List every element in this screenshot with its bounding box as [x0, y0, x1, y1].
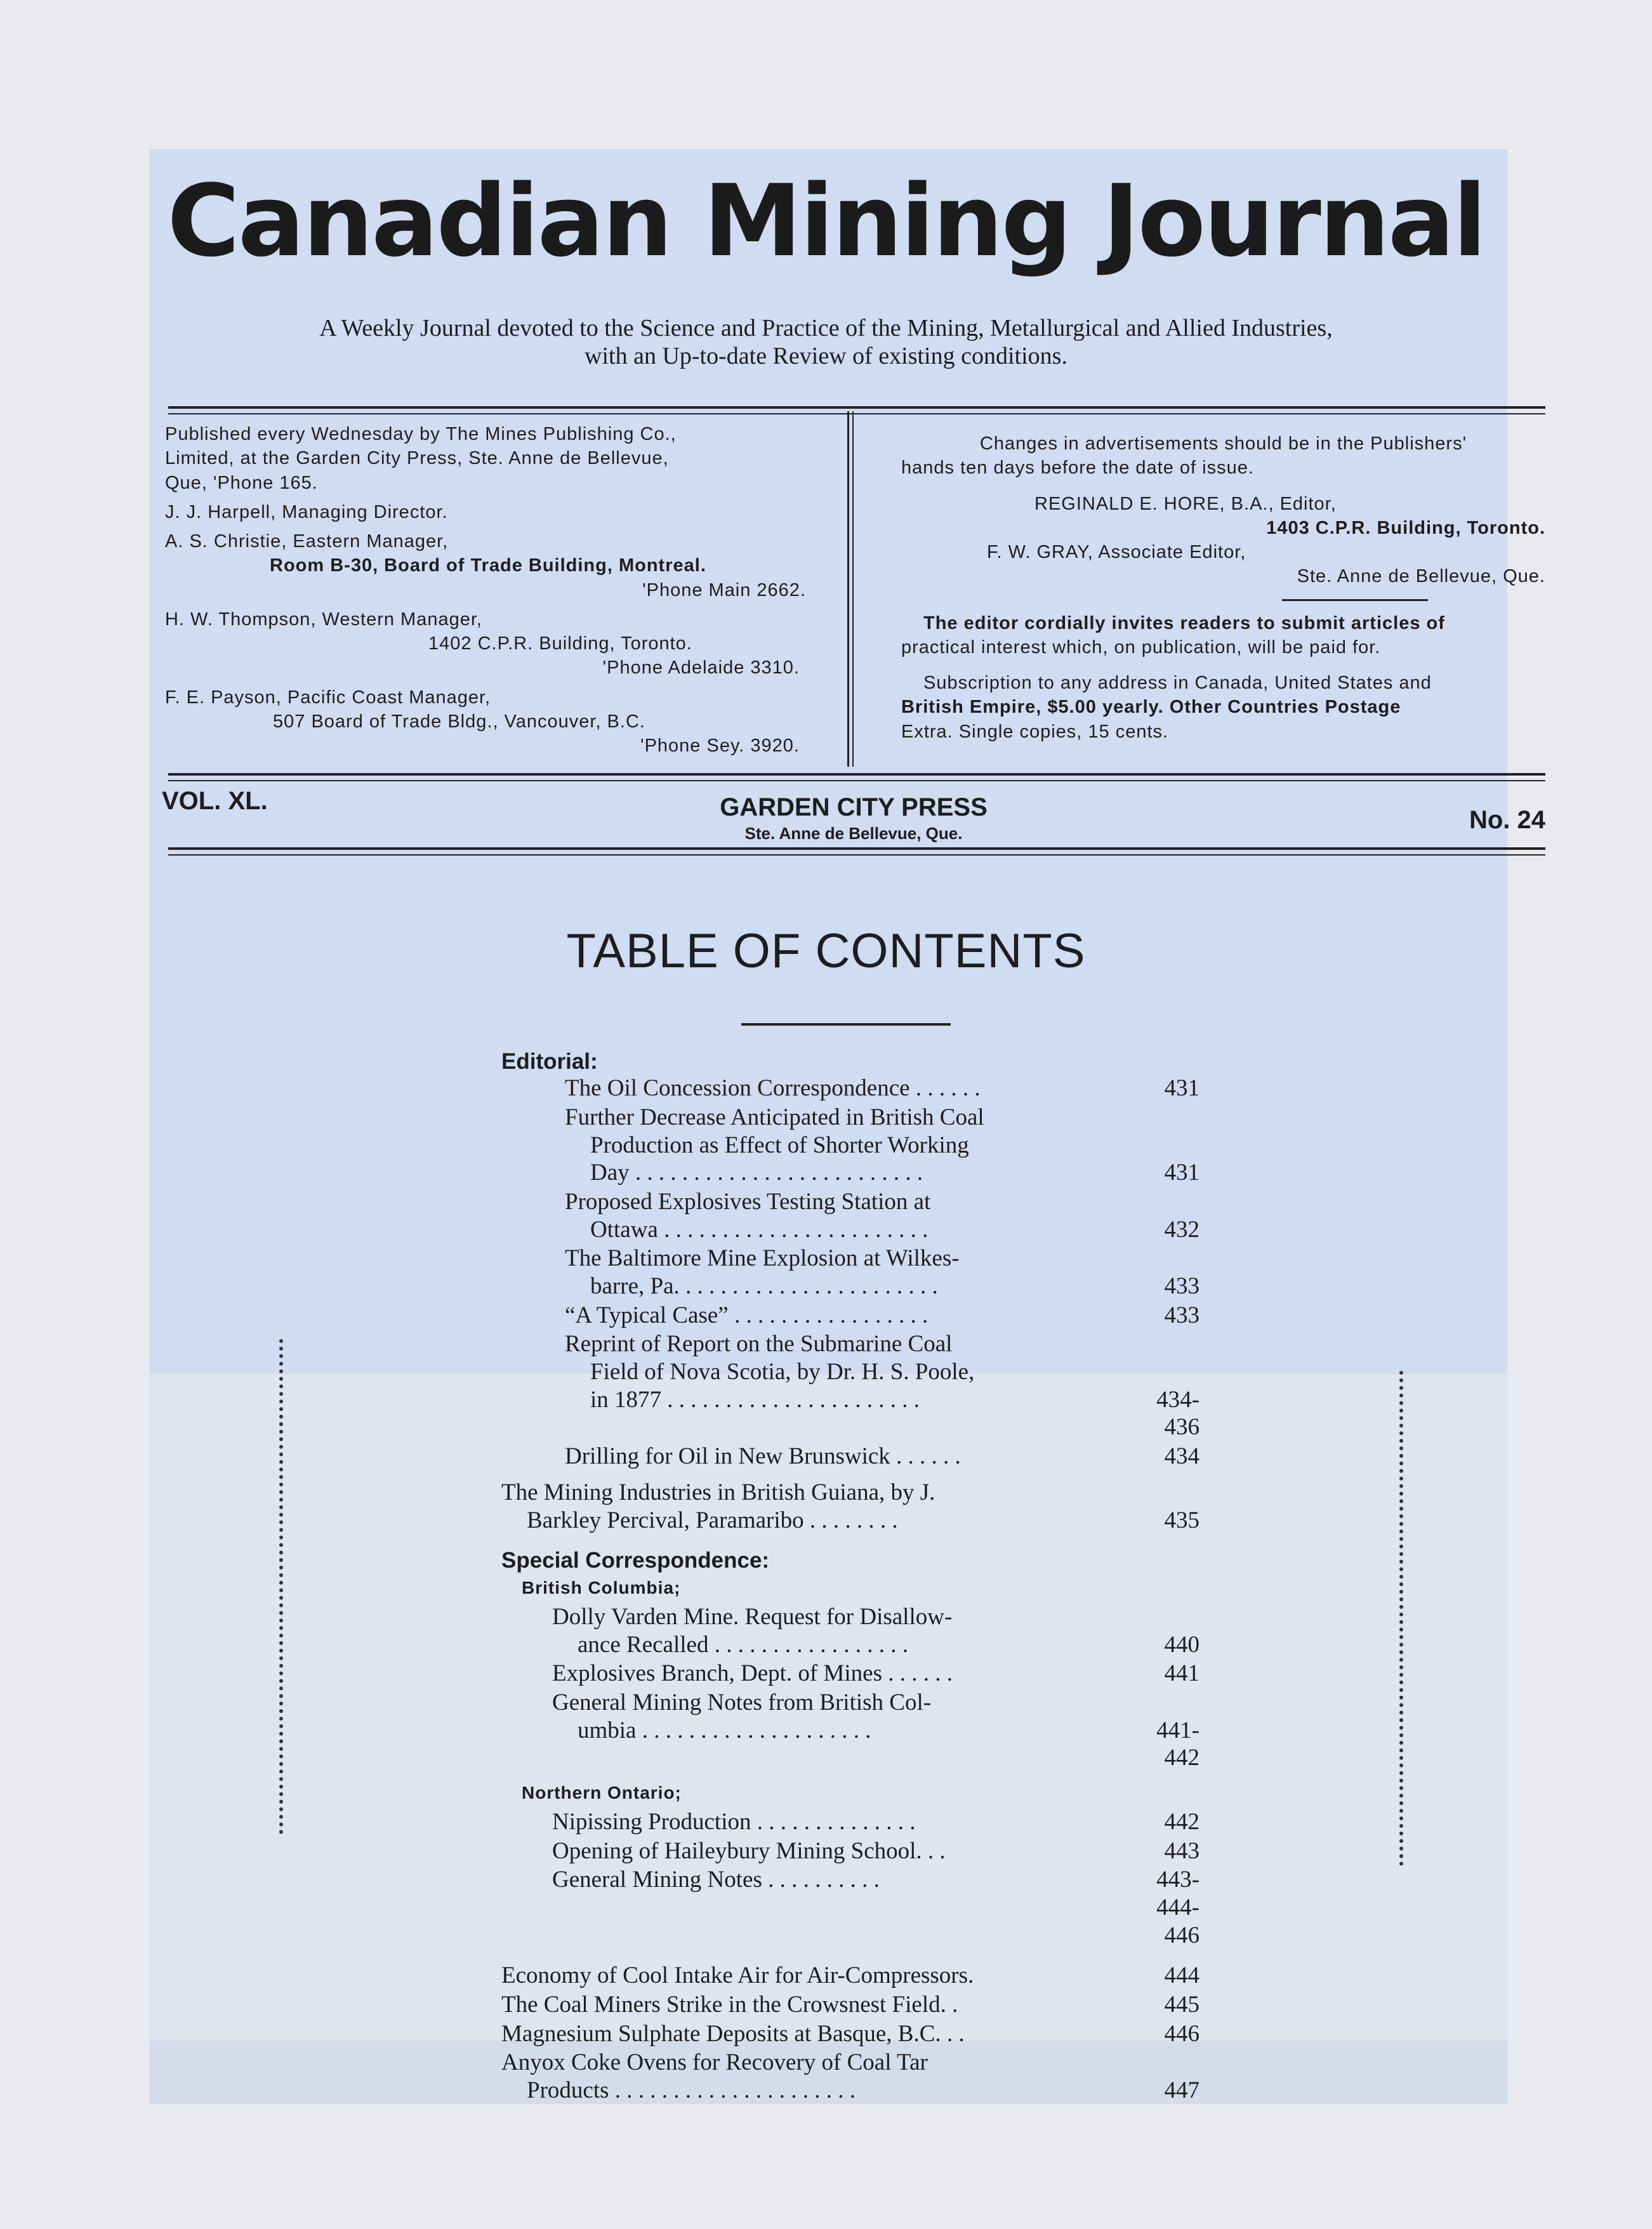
toc-entry [565, 1188, 1199, 1243]
masthead [0, 163, 1652, 370]
toc-entry-line [501, 2077, 1199, 2105]
toc-entry-line [501, 1479, 1199, 1507]
toc-entry [501, 1991, 1199, 2019]
double-rule-top [168, 406, 1545, 414]
double-rule-bottom [168, 847, 1545, 856]
info-line: 507 Board of Trade Bldg., Vancouver, B.C. [273, 711, 645, 732]
section-label-special: Special Correspondence: [501, 1547, 770, 1573]
toc-entry-text: The Coal Miners Strike in the Crowsnest Field. . [501, 1992, 958, 2018]
toc-entry-text: Dolly Varden Mine. Request for Disallow- [552, 1604, 953, 1630]
subtitle-line: A Weekly Journal devoted to the Science and Practice of the Mining, Metallurgical and Allied Industries, [319, 315, 1333, 341]
toc-entry-line [501, 1962, 1199, 1990]
info-line: Subscription to any address in Canada, United States and [923, 673, 1432, 694]
journal-subtitle [0, 315, 1652, 370]
toc-entry-line [552, 1689, 1199, 1717]
toc-entry-line [501, 2049, 1199, 2077]
dotted-rule-left [279, 1339, 283, 1834]
toc-entry-line [552, 1631, 1199, 1659]
toc-entry [501, 2049, 1199, 2104]
info-line: hands ten days before the date of issue. [901, 458, 1254, 479]
toc-entry [501, 1479, 1199, 1534]
press-location: Ste. Anne de Bellevue, Que. [744, 824, 963, 843]
toc-entry [565, 1104, 1199, 1187]
toc-page-number: 433 [1164, 1302, 1199, 1328]
toc-page-number: 446 [1164, 2020, 1199, 2047]
toc-entry-text: Magnesium Sulphate Deposits at Basque, B.C. . . [501, 2020, 965, 2047]
bc-entries [552, 1603, 1199, 1772]
subsection-label-northern-ontario: Northern Ontario; [522, 1783, 682, 1803]
toc-entry-text: barre, Pa. . . . . . . . . . . . . . . . . . . . . . . [590, 1273, 938, 1299]
toc-entry-line [565, 1386, 1199, 1441]
toc-entry-text: Anyox Coke Ovens for Recovery of Coal Tar [501, 2049, 928, 2076]
toc-entry-text: The Mining Industries in British Guiana, by J. [501, 1479, 935, 1506]
toc-entry-line [565, 1104, 1199, 1132]
journal-title: Canadian Mining Journal [167, 163, 1485, 279]
editorial-entries [565, 1075, 1199, 1470]
toc-entry-line [552, 1837, 1199, 1865]
toc-page-number: 442 [1164, 1809, 1199, 1835]
toc-entry-text: Opening of Haileybury Mining School. . . [552, 1837, 946, 1864]
toc-entry-text: Field of Nova Scotia, by Dr. H. S. Poole, [590, 1358, 975, 1385]
toc-page-number: 434 [1164, 1443, 1199, 1469]
toc-page-number: 443 [1164, 1837, 1199, 1864]
toc-entry-line [552, 1717, 1199, 1772]
tail-entries [501, 1962, 1199, 2104]
volume-label: VOL. XL. [162, 787, 268, 815]
toc-entry-text: The Oil Concession Correspondence . . . . . . [565, 1075, 981, 1102]
info-line: F. E. Payson, Pacific Coast Manager, [165, 687, 491, 708]
toc-entry [552, 1689, 1199, 1772]
subsection-label-bc: British Columbia; [522, 1578, 681, 1598]
northern-ontario-entries [552, 1808, 1199, 1949]
toc-entry-text: Reprint of Report on the Submarine Coal [565, 1331, 953, 1358]
toc-entry-text: “A Typical Case” . . . . . . . . . . . . . . . . . [565, 1302, 928, 1328]
info-line: Extra. Single copies, 15 cents. [901, 721, 1169, 742]
toc-entry-line [501, 2020, 1199, 2048]
toc-entry-text: Drilling for Oil in New Brunswick . . . . . . [565, 1443, 961, 1469]
toc-page-number: 435 [1164, 1507, 1199, 1534]
toc-entry-text: umbia . . . . . . . . . . . . . . . . . . . . [578, 1717, 871, 1743]
toc-entry [552, 1808, 1199, 1836]
info-line: A. S. Christie, Eastern Manager, [165, 531, 449, 552]
info-line: 'Phone Sey. 3920. [640, 736, 800, 757]
toc-heading-rule [741, 1023, 951, 1026]
toc-entry-text: Day . . . . . . . . . . . . . . . . . . . . . . . . . [590, 1160, 923, 1186]
toc-page-number: 431 [1164, 1160, 1199, 1186]
info-line: Published every Wednesday by The Mines Publishing Co., [165, 424, 677, 444]
info-line: F. W. GRAY, Associate Editor, [987, 542, 1246, 563]
toc-entry [552, 1866, 1199, 1949]
toc-entry-line [565, 1075, 1199, 1102]
toc-entry-text: Proposed Explosives Testing Station at [565, 1188, 931, 1215]
press-name: GARDEN CITY PRESS [720, 793, 988, 821]
dotted-rule-right [1399, 1371, 1403, 1866]
toc-entry [501, 2020, 1199, 2048]
toc-page-number: 431 [1164, 1075, 1199, 1102]
toc-entry-line [552, 1808, 1199, 1836]
toc-page-number: 434-436 [1156, 1386, 1199, 1441]
toc-page-number: 444 [1164, 1962, 1199, 1989]
toc-entry-line [552, 1603, 1199, 1631]
toc-entry-line [565, 1302, 1199, 1330]
toc-entry-line [565, 1273, 1199, 1300]
info-line: 'Phone Adelaide 3310. [602, 658, 800, 678]
publisher-info [165, 422, 806, 758]
toc-entry [565, 1075, 1199, 1102]
info-line: H. W. Thompson, Western Manager, [165, 609, 482, 630]
toc-entry-text: Products . . . . . . . . . . . . . . . . . . . . . [527, 2077, 856, 2103]
toc-entry-line [565, 1132, 1199, 1160]
toc-entry-text: Further Decrease Anticipated in British Coal [565, 1104, 984, 1130]
toc-entry [565, 1443, 1199, 1471]
toc-entry-text: Economy of Cool Intake Air for Air-Compressors. [501, 1962, 974, 1989]
toc-entry [552, 1660, 1199, 1688]
toc-entry-text: in 1877 . . . . . . . . . . . . . . . . . . . . . . [590, 1386, 920, 1413]
toc-entry-line [565, 1330, 1199, 1358]
guiana-entry [501, 1479, 1199, 1534]
toc-page-number: 441 [1164, 1660, 1199, 1687]
toc-entry [565, 1245, 1199, 1300]
toc-entry-line [565, 1245, 1199, 1273]
info-line: The editor cordially invites readers to submit articles of [923, 612, 1445, 633]
toc-entry-text: Production as Effect of Shorter Working [590, 1132, 969, 1158]
toc-entry [552, 1837, 1199, 1865]
toc-heading: TABLE OF CONTENTS [566, 924, 1086, 978]
info-line: 1402 C.P.R. Building, Toronto. [428, 633, 692, 654]
toc-page-number: 443-444-446 [1156, 1867, 1199, 1948]
toc-entry [552, 1603, 1199, 1658]
toc-page-number: 445 [1164, 1992, 1199, 2018]
info-line: REGINALD E. HORE, B.A., Editor, [1034, 493, 1337, 514]
info-line: Room B-30, Board of Trade Building, Montreal. [270, 555, 706, 576]
issue-number: No. 24 [1469, 806, 1545, 834]
toc-page-number: 433 [1164, 1273, 1199, 1299]
toc-page-number: 441-442 [1156, 1717, 1199, 1771]
toc-entry [501, 1962, 1199, 1990]
info-line: Que, 'Phone 165. [165, 472, 318, 493]
toc-entry-line [501, 1991, 1199, 2019]
issue-bar [162, 787, 1545, 844]
toc-entry-text: Barkley Percival, Paramaribo . . . . . . . . [527, 1507, 898, 1534]
toc-entry-line [565, 1188, 1199, 1216]
table-of-contents [501, 1041, 1199, 2106]
info-line: 'Phone Main 2662. [642, 579, 806, 600]
toc-page-number: 432 [1164, 1216, 1199, 1243]
toc-entry-text: ance Recalled . . . . . . . . . . . . . . . . . [578, 1631, 908, 1658]
toc-entry-line [501, 1507, 1199, 1535]
info-line: Ste. Anne de Bellevue, Que. [1297, 566, 1545, 587]
toc-entry-line [565, 1159, 1199, 1187]
toc-entry [565, 1330, 1199, 1441]
info-line: J. J. Harpell, Managing Director. [165, 501, 448, 522]
editorial-info [901, 432, 1545, 744]
info-line: Limited, at the Garden City Press, Ste. Anne de Bellevue, [165, 448, 669, 469]
column-divider [847, 411, 854, 767]
toc-page-number: 447 [1164, 2077, 1199, 2103]
toc-entry-line [565, 1216, 1199, 1244]
short-rule [1282, 599, 1428, 601]
toc-page-number: 440 [1164, 1631, 1199, 1658]
info-line: British Empire, $5.00 yearly. Other Countries Postage [901, 697, 1401, 718]
toc-entry-text: General Mining Notes from British Col- [552, 1690, 932, 1716]
subtitle-line: with an Up-to-date Review of existing conditions. [585, 342, 1067, 369]
toc-entry-line [565, 1443, 1199, 1471]
toc-entry-line [552, 1866, 1199, 1949]
toc-entry-text: The Baltimore Mine Explosion at Wilkes- [565, 1245, 960, 1272]
toc-entry [565, 1302, 1199, 1330]
toc-entry-line [565, 1358, 1199, 1386]
info-line: 1403 C.P.R. Building, Toronto. [1266, 517, 1545, 538]
toc-entry-line [552, 1660, 1199, 1688]
toc-entry-text: Nipissing Production . . . . . . . . . . . . . . [552, 1809, 916, 1835]
section-label-editorial: Editorial: [501, 1049, 598, 1074]
toc-entry-text: Explosives Branch, Dept. of Mines . . . . . . [552, 1660, 953, 1687]
info-line: practical interest which, on publication, will be paid for. [901, 637, 1381, 658]
double-rule-middle [168, 773, 1545, 781]
toc-entry-text: Ottawa . . . . . . . . . . . . . . . . . . . . . . . [590, 1216, 928, 1243]
info-line: Changes in advertisements should be in the Publishers' [979, 433, 1467, 454]
toc-entry-text: General Mining Notes . . . . . . . . . . [552, 1867, 880, 1893]
